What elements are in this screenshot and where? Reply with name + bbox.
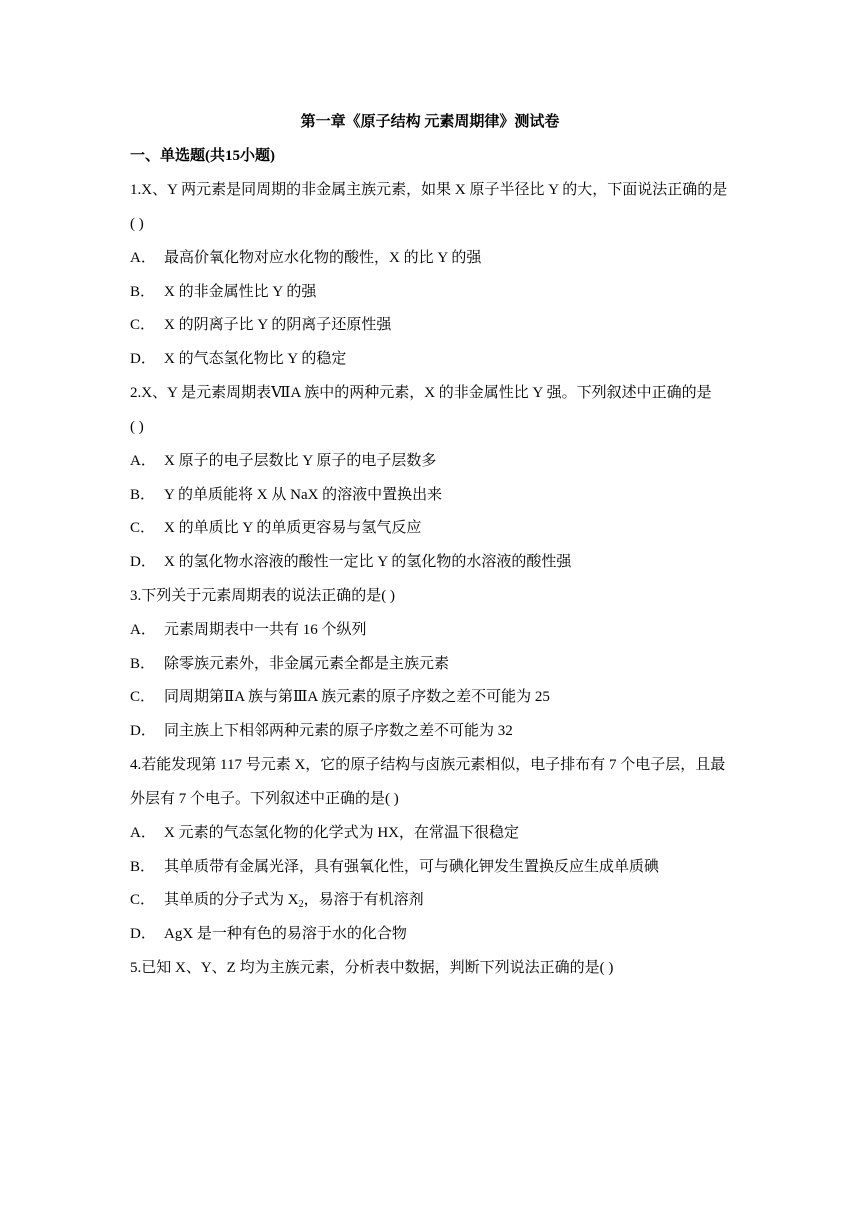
option-text: X 的氢化物水溶液的酸性一定比 Y 的氢化物的水溶液的酸性强	[164, 554, 572, 570]
question-4-option-b	[130, 857, 659, 877]
question-1-option-b	[130, 282, 316, 302]
question-1-option-a	[130, 248, 481, 268]
question-2-stem-cont: ( )	[130, 419, 144, 435]
question-4-stem: 4.若能发现第 117 号元素 X，它的原子结构与卤族元素相似，电子排布有 7 个电子层，且最	[130, 757, 726, 773]
option-letter: A．	[130, 622, 156, 638]
question-3-option-d	[130, 721, 513, 741]
option-text: 同周期第ⅡA 族与第ⅢA 族元素的原子序数之差不可能为 25	[164, 689, 550, 705]
option-text: 其单质带有金属光泽，具有强氧化性，可与碘化钾发生置换反应生成单质碘	[164, 859, 660, 875]
option-text: X 原子的电子层数比 Y 原子的电子层数多	[164, 453, 437, 469]
option-letter: C．	[130, 892, 156, 908]
option-text: X 的阴离子比 Y 的阴离子还原性强	[164, 317, 392, 333]
section-heading: 一、单选题(共15小题)	[130, 148, 275, 164]
option-text: Y 的单质能将 X 从 NaX 的溶液中置换出来	[164, 487, 443, 503]
question-4-option-d	[130, 924, 407, 944]
question-2-option-b	[130, 485, 442, 505]
question-2-stem: 2.X、Y 是元素周期表ⅦA 族中的两种元素，X 的非金属性比 Y 强。下列叙述中正确的是	[130, 385, 712, 401]
question-5-stem: 5.已知 X、Y、Z 均为主族元素，分析表中数据，判断下列说法正确的是( )	[130, 960, 614, 976]
option-text: 最高价氧化物对应水化物的酸性，X 的比 Y 的强	[164, 250, 482, 266]
question-1-option-d	[130, 349, 346, 369]
option-letter: B．	[130, 487, 156, 503]
question-1-option-c	[130, 315, 391, 335]
question-1-stem: 1.X、Y 两元素是同周期的非金属主族元素，如果 X 原子半径比 Y 的大，下面说法正确的是	[130, 182, 728, 198]
option-letter: C．	[130, 520, 156, 536]
question-2-option-d	[130, 552, 571, 572]
option-letter: D．	[130, 926, 156, 942]
option-letter: A．	[130, 453, 156, 469]
option-text: 元素周期表中一共有 16 个纵列	[164, 622, 367, 638]
question-3-stem: 3.下列关于元素周期表的说法正确的是( )	[130, 588, 395, 604]
question-4-stem-cont: 外层有 7 个电子。下列叙述中正确的是( )	[130, 791, 399, 807]
option-text: 除零族元素外，非金属元素全都是主族元素	[164, 656, 450, 672]
option-letter: A．	[130, 250, 156, 266]
option-letter: B．	[130, 859, 156, 875]
option-text: X 的气态氢化物比 Y 的稳定	[164, 351, 347, 367]
option-text-post: ，易溶于有机溶剂	[303, 892, 424, 908]
option-text: X 元素的气态氢化物的化学式为 HX，在常温下很稳定	[164, 825, 519, 841]
question-3-option-a	[130, 620, 367, 640]
question-3-option-c	[130, 687, 550, 707]
option-letter: B．	[130, 284, 156, 300]
option-text-pre: 其单质的分子式为 X	[164, 892, 299, 908]
option-text-subscript: 2	[298, 899, 304, 910]
option-text: X 的非金属性比 Y 的强	[164, 284, 317, 300]
option-letter: D．	[130, 554, 156, 570]
option-letter: A．	[130, 825, 156, 841]
question-2-option-c	[130, 518, 421, 538]
option-letter: C．	[130, 689, 156, 705]
option-letter: B．	[130, 656, 156, 672]
document-title: 第一章《原子结构 元素周期律》测试卷	[300, 114, 560, 130]
option-text: 同主族上下相邻两种元素的原子序数之差不可能为 32	[164, 723, 513, 739]
question-4-option-c	[130, 890, 424, 915]
option-letter: D．	[130, 351, 156, 367]
option-letter: C．	[130, 317, 156, 333]
option-text: X 的单质比 Y 的单质更容易与氢气反应	[164, 520, 422, 536]
question-1-stem-cont: ( )	[130, 216, 144, 232]
question-3-option-b	[130, 654, 449, 674]
question-2-option-a	[130, 451, 436, 471]
option-text: AgX 是一种有色的易溶于水的化合物	[164, 926, 407, 942]
option-letter: D．	[130, 723, 156, 739]
question-4-option-a	[130, 823, 519, 843]
